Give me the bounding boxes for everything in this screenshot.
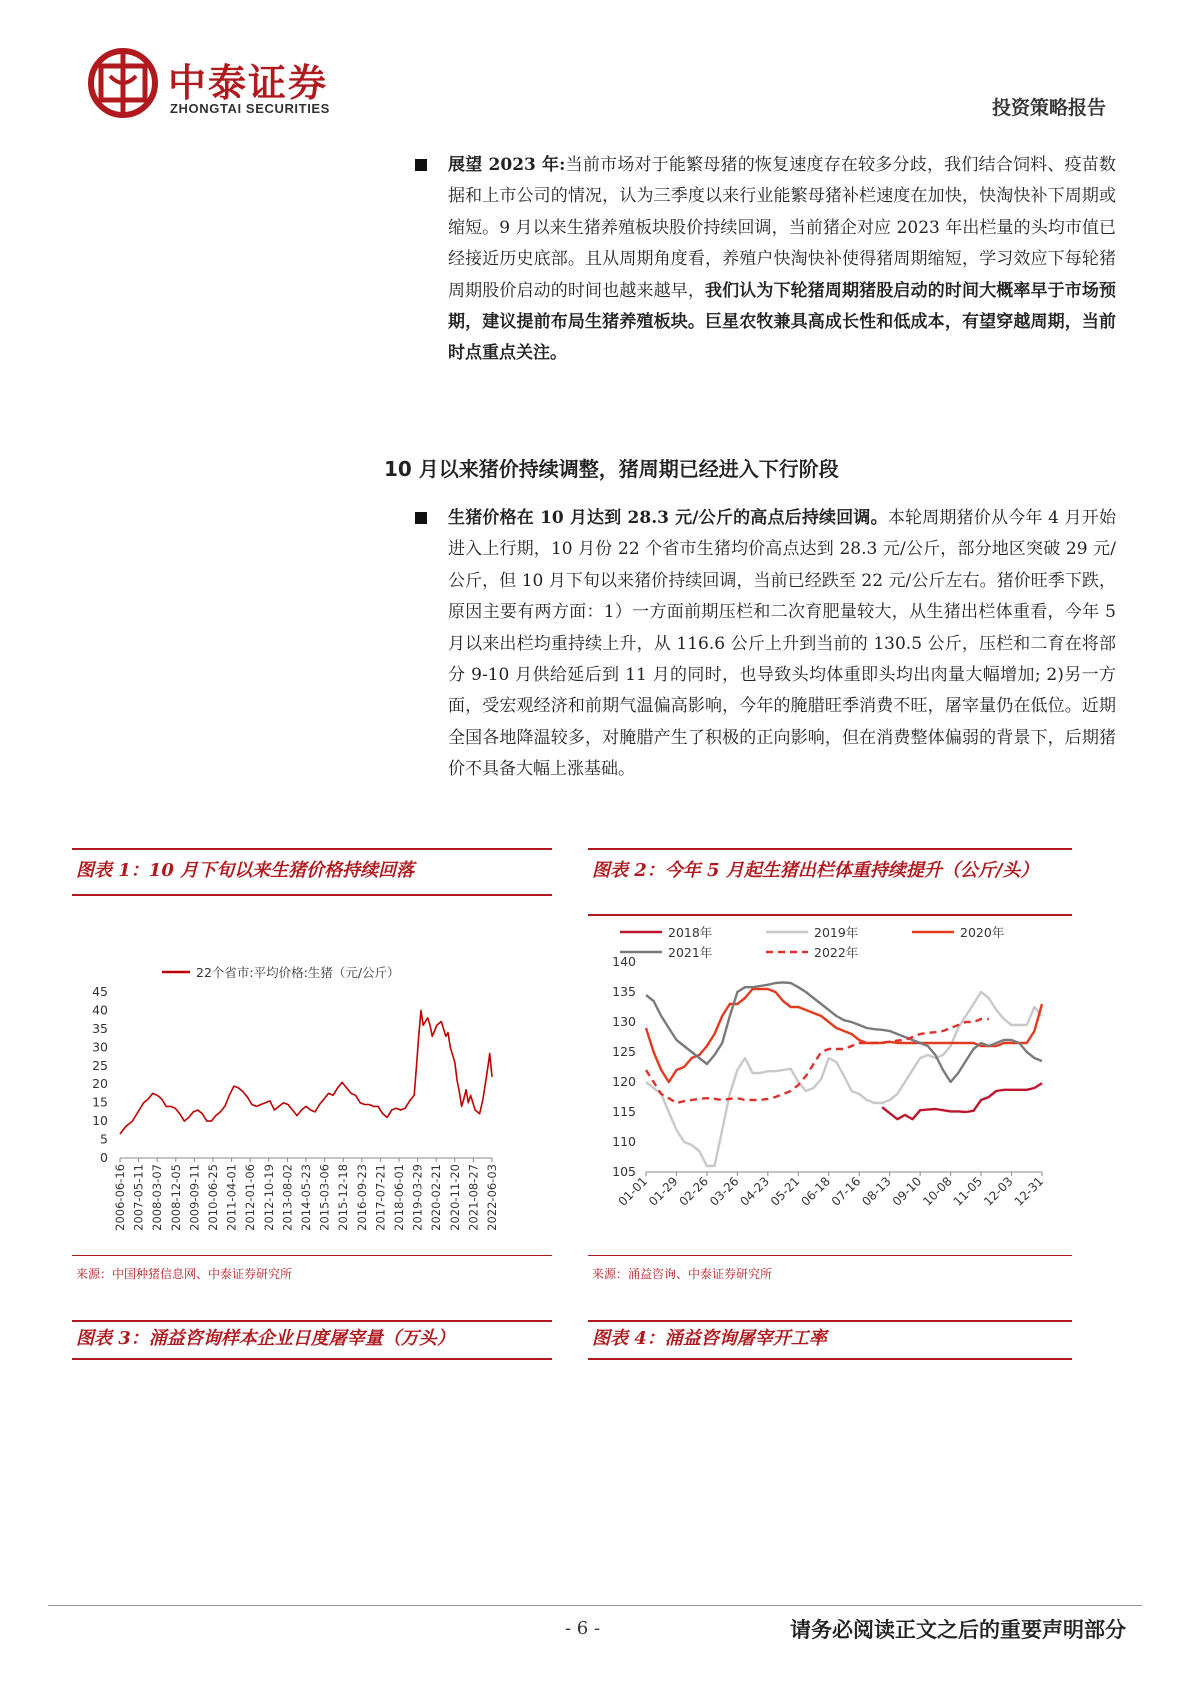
y-tick-label: 40 — [92, 1002, 108, 1018]
x-tick-label: 01-01 — [615, 1174, 651, 1209]
price-lead: 生猪价格在 10 月达到 28.3 元/公斤的高点后持续回调。 — [448, 508, 888, 528]
x-tick-label: 05-21 — [767, 1174, 803, 1209]
x-tick-label: 2013-08-02 — [280, 1164, 295, 1231]
bullet-square-icon — [415, 159, 427, 171]
x-tick-label: 2008-12-05 — [168, 1164, 183, 1231]
y-tick-label: 25 — [92, 1057, 108, 1073]
figure-3-title: 图表 3：涌益咨询样本企业日度屠宰量（万头） — [72, 1320, 552, 1360]
y-tick-label: 140 — [612, 954, 636, 969]
x-tick-label: 09-10 — [889, 1174, 925, 1209]
y-tick-label: 30 — [92, 1039, 108, 1055]
x-tick-label: 2015-03-06 — [317, 1164, 332, 1231]
series-line-2020年 — [646, 989, 1042, 1082]
outlook-conclusion: 我们认为下轮猪周期猪股启动的时间大概率早于市场预期，建议提前布局生猪养殖板块。巨星农牧兼具高成长性和低成本，有望穿越周期，当前时点重点关注。 — [448, 280, 1117, 364]
x-tick-label: 2015-12-18 — [336, 1164, 351, 1231]
section-heading: 10 月以来猪价持续调整，猪周期已经进入下行阶段 — [384, 457, 839, 481]
y-tick-label: 135 — [612, 984, 636, 999]
x-tick-label: 02-26 — [676, 1174, 712, 1209]
x-tick-label: 2010-06-25 — [206, 1164, 220, 1231]
legend-label: 22个省市:平均价格:生猪（元/公斤） — [196, 965, 400, 980]
y-tick-label: 35 — [92, 1020, 108, 1036]
legend-label: 2020年 — [960, 925, 1005, 940]
series-line-2018年 — [882, 1083, 1042, 1119]
x-tick-label: 01-29 — [646, 1174, 681, 1209]
x-tick-label: 2009-09-11 — [187, 1164, 202, 1231]
x-tick-label: 2007-05-11 — [131, 1164, 146, 1231]
price-series-line — [120, 1010, 492, 1134]
x-tick-label: 12-31 — [1011, 1174, 1047, 1209]
x-tick-label: 2018-06-01 — [392, 1164, 406, 1231]
y-tick-label: 105 — [612, 1164, 636, 1179]
y-tick-label: 5 — [100, 1131, 108, 1147]
legend-label: 2019年 — [814, 925, 859, 940]
x-tick-label: 2020-02-21 — [429, 1164, 444, 1231]
brand-chinese-name: 中泰证券 — [168, 61, 329, 105]
price-paragraph — [448, 503, 1116, 786]
y-tick-label: 10 — [92, 1113, 108, 1129]
x-tick-label: 2011-04-01 — [224, 1164, 239, 1231]
figure-1-bottom-rule — [72, 1255, 552, 1256]
y-tick-label: 0 — [100, 1150, 108, 1165]
x-tick-label: 2016-09-23 — [354, 1164, 369, 1231]
x-tick-label: 12-03 — [981, 1174, 1016, 1209]
disclaimer-note: 请务必阅读正文之后的重要声明部分 — [790, 1618, 1126, 1642]
series-line-2019年 — [646, 992, 1042, 1166]
outlook-paragraph — [448, 150, 1116, 370]
y-tick-label: 15 — [92, 1094, 108, 1110]
legend-label: 2022年 — [814, 945, 859, 960]
footer-rule — [48, 1605, 1142, 1606]
x-tick-label: 2012-10-19 — [261, 1164, 276, 1231]
report-type-label: 投资策略报告 — [991, 97, 1106, 119]
brand-english-name: ZHONGTAI SECURITIES — [170, 101, 330, 116]
y-tick-label: 110 — [612, 1134, 636, 1149]
x-tick-label: 2008-03-07 — [150, 1164, 165, 1231]
bullet-square-icon — [415, 512, 427, 524]
y-tick-label: 115 — [612, 1104, 636, 1119]
y-tick-label: 45 — [92, 984, 108, 999]
x-tick-label: 04-23 — [737, 1174, 772, 1209]
x-tick-label: 2022-06-03 — [485, 1164, 499, 1231]
pig-price-line-chart — [72, 900, 552, 1250]
y-tick-label: 125 — [612, 1044, 636, 1059]
page-number: - 6 - — [565, 1618, 601, 1639]
x-tick-label: 11-05 — [950, 1174, 986, 1209]
price-text: 本轮周期猪价从今年 4 月开始进入上行期，10 月份 22 个省市生猪均价高点达到 28.3 元/公斤，部分地区突破 29 元/公斤，但 10 月下旬以来猪价持续回调，当前已经跌至 22 元/公斤左右。猪价旺季下跌，原因主要有两方面：1）一方面前期压栏和二次育肥量较大，从生猪出栏体重看，今年 5 月以来出栏均重持续上升，从 116.6 公斤上升到当前的 130.5 公斤，压栏和二育在将部分 9-10 月供给延后到 11 月的同时，也导致头均体重即头均出肉量大幅增加; 2)另一方面，受宏观经济和前期气温偏高影响，今年的腌腊旺季消费不旺，屠宰量仍在低位。近期全国各地降温较多，对腌腊产生了积极的正向影响，但在消费整体偏弱的背景下，后期猪价不具备大幅上涨基础。 — [448, 508, 1116, 780]
x-tick-label: 2020-11-20 — [447, 1164, 462, 1231]
figure-1-source: 来源：中国种猪信息网、中泰证券研究所 — [76, 1267, 293, 1281]
company-logo — [88, 46, 358, 126]
x-tick-label: 2021-08-27 — [466, 1164, 481, 1231]
x-tick-label: 08-13 — [859, 1174, 894, 1209]
outlook-lead: 展望 2023 年: — [448, 155, 566, 175]
x-tick-label: 2017-07-21 — [373, 1164, 388, 1231]
y-tick-label: 120 — [612, 1074, 636, 1089]
x-tick-label: 2012-01-06 — [243, 1164, 258, 1231]
carcass-weight-line-chart — [588, 918, 1072, 1251]
figure-1-title: 图表 1：10 月下旬以来生猪价格持续回落 — [72, 848, 552, 896]
x-tick-label: 2014-05-23 — [299, 1164, 313, 1231]
x-tick-label: 2019-03-29 — [410, 1164, 425, 1231]
zhongtai-logo-icon — [88, 46, 158, 120]
x-tick-label: 03-26 — [706, 1174, 742, 1209]
y-tick-label: 130 — [612, 1014, 636, 1029]
x-tick-label: 06-18 — [798, 1174, 833, 1209]
figure-2-bottom-rule — [588, 1255, 1072, 1256]
x-tick-label: 2006-06-16 — [113, 1164, 127, 1231]
y-tick-label: 20 — [92, 1076, 108, 1092]
figure-2-source: 来源：涌益咨询、中泰证券研究所 — [592, 1267, 773, 1281]
x-tick-label: 10-08 — [920, 1174, 955, 1209]
outlook-text: 当前市场对于能繁母猪的恢复速度存在较多分歧，我们结合饲料、疫苗数据和上市公司的情况，认为三季度以来行业能繁母猪补栏速度在加快，快淘快补下周期或缩短。9 月以来生猪养殖板块股价持续回调，当前猪企对应 2023 年出栏量的头均市值已经接近历史底部。且从周期角度看，养殖户快淘快补使得猪周期缩短，学习效应下每轮猪周期股价启动的时间也越来越早， — [448, 155, 1116, 301]
legend-label: 2018年 — [668, 925, 713, 940]
figure-2-title: 图表 2：今年 5 月起生猪出栏体重持续提升（公斤/头） — [588, 848, 1072, 916]
x-tick-label: 07-16 — [828, 1174, 864, 1209]
legend-label: 2021年 — [668, 945, 713, 960]
figure-4-title: 图表 4：涌益咨询屠宰开工率 — [588, 1320, 1072, 1360]
